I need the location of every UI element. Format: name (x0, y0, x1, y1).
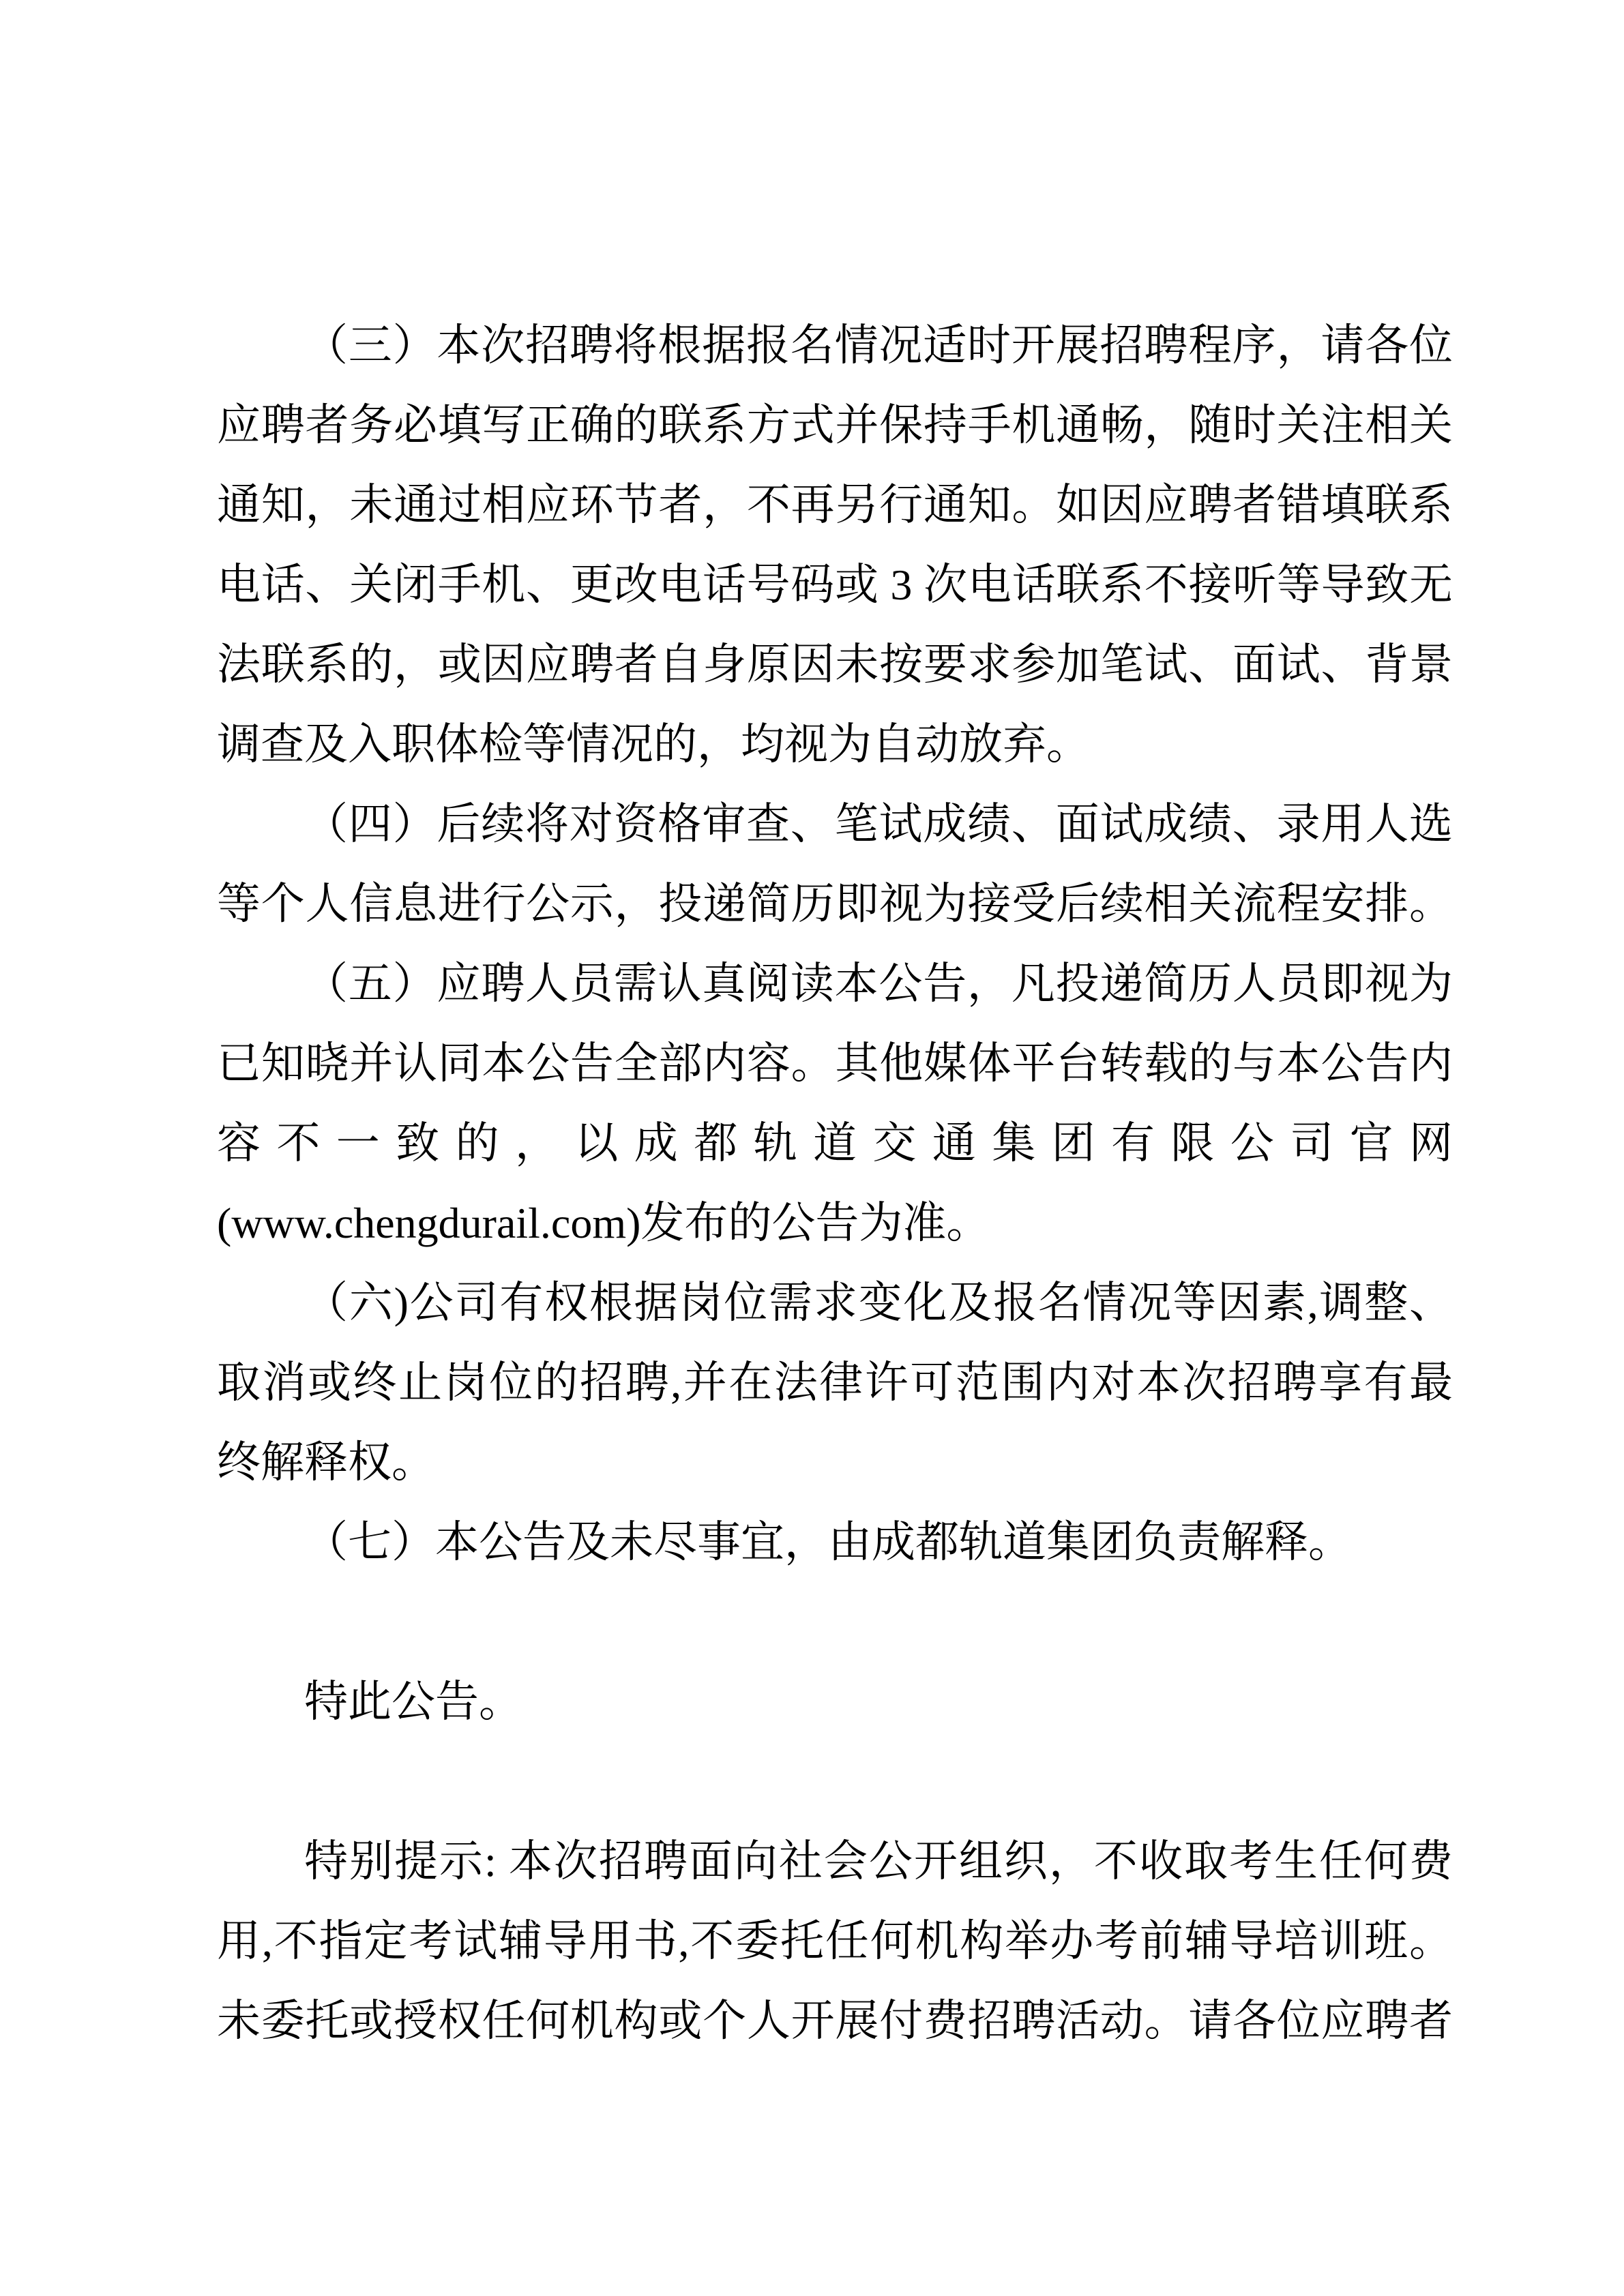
text-line: 已知晓并认同本公告全部内容。其他媒体平台转载的与本公告内 (217, 1039, 1453, 1088)
text-line (217, 1582, 1453, 1662)
text-line: 未委托或授权任何机构或个人开展付费招聘活动。请各位应聘者 (217, 1997, 1453, 2045)
text-line: 电话、关闭手机、更改电话号码或 3 次电话联系不接听等导致无 (217, 561, 1453, 609)
text-line: （四）后续将对资格审查、笔试成绩、面试成绩、录用人选 (304, 800, 1453, 848)
text-line: 等个人信息进行公示，投递简历即视为接受后续相关流程安排。 (217, 880, 1453, 928)
text-line: 容不一致的，以成都轨道交通集团有限公司官网 (217, 1119, 1453, 1167)
text-line: （五）应聘人员需认真阅读本公告，凡投递简历人员即视为 (304, 959, 1453, 1008)
text-line: (www.chengdurail.com)发布的公告为准。 (217, 1199, 990, 1247)
text-line: 应聘者务必填写正确的联系方式并保持手机通畅，随时关注相关 (217, 401, 1453, 449)
text-line: 通知，未通过相应环节者，不再另行通知。如因应聘者错填联系 (217, 481, 1453, 529)
text-line: 法联系的，或因应聘者自身原因未按要求参加笔试、面试、背景 (217, 640, 1453, 689)
text-line: 调查及入职体检等情况的，均视为自动放弃。 (217, 720, 1090, 769)
text-line: （三）本次招聘将根据报名情况适时开展招聘程序，请各位 (304, 321, 1453, 370)
text-line: 特此公告。 (304, 1678, 522, 1726)
text-line: 特别提示: 本次招聘面向社会公开组织，不收取考生任何费 (304, 1837, 1453, 1885)
text-line: 用,不指定考试辅导用书,不委托任何机构举办考前辅导培训班。 (217, 1917, 1453, 1965)
text-line: （七）本公告及未尽事宜，由成都轨道集团负责解释。 (304, 1518, 1352, 1566)
announcement-text-body (217, 305, 1453, 2061)
text-line: （六)公司有权根据岗位需求变化及报名情况等因素,调整、 (304, 1279, 1453, 1327)
text-line: 终解释权。 (217, 1438, 435, 1487)
text-line: 取消或终止岗位的招聘,并在法律许可范围内对本次招聘享有最 (217, 1358, 1453, 1407)
text-line (217, 1742, 1453, 1821)
